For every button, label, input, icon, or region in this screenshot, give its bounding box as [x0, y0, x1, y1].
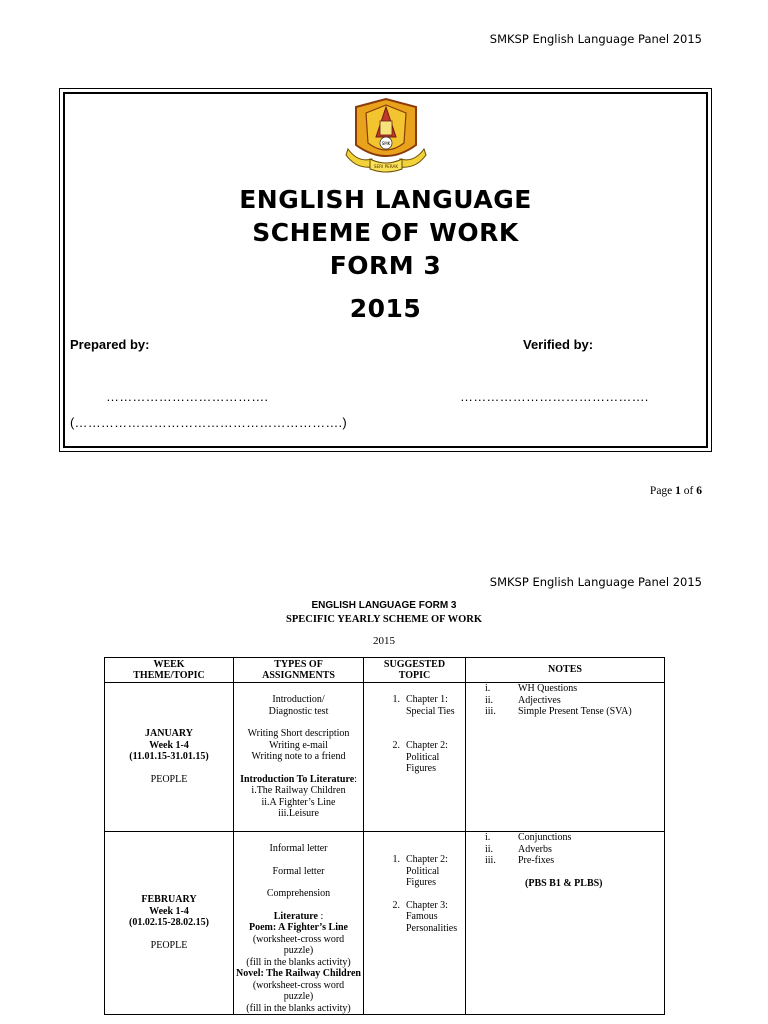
list-item — [364, 740, 465, 775]
poem-label: Poem — [249, 922, 273, 933]
page-number — [650, 485, 702, 497]
assignment-item: Writing e-mail — [269, 739, 328, 751]
week-range: Week 1-4 — [149, 905, 189, 917]
header-topic — [364, 658, 466, 683]
topic-text: Political — [406, 865, 440, 877]
novel-activity: (worksheet-cross word — [252, 979, 345, 991]
topic-list — [364, 854, 465, 889]
topic-number: 1. — [392, 694, 400, 705]
notes-cell — [466, 683, 665, 832]
week-dates: (01.02.15-28.02.15) — [129, 917, 209, 929]
literature-heading — [234, 911, 363, 923]
poem-title: : A Fighter’s Line — [272, 922, 348, 933]
cover-title-line-3: FORM 3 — [329, 251, 442, 280]
verified-by-label: Verified by: — [523, 337, 594, 352]
crest-ribbon-text: SERI PERAK — [373, 164, 399, 169]
notes-list — [466, 832, 664, 867]
page-number-total: 6 — [696, 485, 702, 497]
header-week-line-2: THEME/TOPIC — [133, 670, 205, 681]
literature-item: iii.Leisure — [278, 808, 319, 819]
assignment-item: Writing Short description — [247, 728, 350, 739]
prepared-by-label: Prepared by: — [70, 337, 150, 352]
literature-heading-colon: : — [354, 773, 357, 785]
note-text: Conjunctions — [518, 832, 572, 843]
header-types — [234, 658, 364, 683]
topic-list — [364, 694, 465, 717]
scheme-title: ENGLISH LANGUAGE FORM 3 — [311, 600, 457, 611]
assignment-item: Informal letter — [269, 843, 328, 854]
list-item — [364, 900, 465, 935]
literature-label: Literature — [273, 910, 318, 922]
note-numeral: iii. — [485, 855, 496, 866]
poem-line — [234, 922, 363, 934]
list-item — [364, 854, 465, 889]
assignment-item: Diagnostic test — [268, 705, 329, 717]
list-item — [364, 694, 465, 717]
list-item — [466, 832, 664, 844]
topic-number: 1. — [392, 854, 400, 865]
novel-activity: puzzle) — [283, 991, 314, 1002]
assignment-item: Introduction/ — [272, 694, 325, 705]
scheme-year: 2015 — [373, 635, 395, 647]
topic-number: 2. — [392, 899, 400, 911]
note-numeral: iii. — [485, 706, 496, 717]
topic-text: Political — [406, 751, 440, 763]
poem-activity: (worksheet-cross word — [252, 933, 345, 945]
notes-cell — [466, 832, 665, 1015]
topic-list — [364, 900, 465, 935]
page-number-current: 1 — [675, 485, 681, 497]
literature-item: i.The Railway Children — [251, 785, 346, 796]
list-item — [466, 855, 664, 867]
table-row — [105, 832, 665, 1015]
topic-text: Chapter 3: — [406, 899, 448, 911]
assignment-item: Formal letter — [272, 865, 325, 877]
header-week-line-1: WEEK — [153, 658, 185, 670]
literature-item: ii.A Fighter’s Line — [261, 796, 336, 808]
topic-text: Personalities — [406, 922, 458, 934]
note-numeral: ii. — [485, 694, 494, 706]
cover-title-line-1: ENGLISH LANGUAGE — [239, 185, 532, 214]
note-text: Adverbs — [518, 843, 552, 855]
week-month: FEBRUARY — [141, 894, 197, 906]
cover-title-line-2: SCHEME OF WORK — [252, 218, 519, 247]
note-numeral: i. — [485, 683, 491, 694]
topic-cell — [364, 832, 466, 1015]
crest-text-top: SMK — [381, 141, 391, 146]
scheme-subtitle: SPECIFIC YEARLY SCHEME OF WORK — [285, 614, 483, 625]
header-notes: NOTES — [466, 658, 665, 683]
literature-heading — [234, 774, 363, 786]
topic-cell — [364, 683, 466, 832]
header-types-line-1: TYPES OF — [274, 658, 323, 670]
topic-text: Chapter 1: — [406, 694, 448, 705]
week-theme: PEOPLE — [150, 940, 188, 952]
types-cell — [234, 683, 364, 832]
novel-line: Novel: The Railway Children — [236, 968, 361, 979]
pbs-note: (PBS B1 & PLBS) — [525, 877, 603, 889]
header-topic-line-1: SUGGESTED — [383, 658, 446, 670]
prepared-by-signature-line: ………………………………. — [106, 389, 269, 404]
page-number-of: of — [680, 485, 697, 497]
week-range: Week 1-4 — [149, 739, 189, 751]
note-text: Adjectives — [518, 694, 561, 706]
topic-text: Special Ties — [406, 705, 455, 717]
verified-by-signature-line: ……………………………………. — [460, 389, 649, 404]
header-topic-line-2: TOPIC — [398, 670, 431, 681]
note-text: WH Questions — [518, 683, 578, 694]
list-item — [466, 683, 664, 695]
week-cell — [105, 683, 234, 832]
list-item — [466, 695, 664, 707]
table-row — [105, 683, 665, 832]
note-text: Pre-fixes — [518, 855, 555, 866]
cover-box — [59, 88, 712, 452]
note-numeral: i. — [485, 832, 491, 843]
week-theme: PEOPLE — [150, 774, 188, 786]
novel-activity: (fill in the blanks activity) — [246, 1002, 351, 1014]
scheme-table — [104, 657, 665, 1015]
header-types-line-2: ASSIGNMENTS — [262, 670, 335, 681]
topic-number: 2. — [392, 740, 400, 751]
running-header-page-2: SMKSP English Language Panel 2015 — [489, 575, 702, 589]
week-dates: (11.01.15-31.01.15) — [129, 751, 209, 763]
list-item — [466, 844, 664, 856]
prepared-by-name-line: (…………………………………………………….) — [70, 415, 347, 430]
literature-colon: : — [317, 910, 324, 922]
topic-text: Chapter 2: — [406, 740, 448, 751]
topic-text: Chapter 2: — [406, 854, 448, 865]
school-crest-logo — [344, 97, 428, 177]
list-item — [466, 706, 664, 718]
poem-activity: puzzle) — [283, 945, 314, 956]
week-cell — [105, 832, 234, 1015]
topic-text: Figures — [406, 877, 436, 888]
cover-year: 2015 — [349, 294, 422, 323]
topic-text: Figures — [406, 763, 436, 774]
assignment-item: Writing note to a friend — [251, 751, 346, 762]
topic-list — [364, 740, 465, 775]
table-header-row — [105, 658, 665, 683]
page-number-prefix: Page — [649, 485, 676, 497]
note-text: Simple Present Tense (SVA) — [518, 706, 632, 717]
header-week — [105, 658, 234, 683]
types-cell — [234, 832, 364, 1015]
notes-list — [466, 683, 664, 718]
note-numeral: ii. — [485, 843, 494, 855]
assignment-item: Comprehension — [266, 888, 331, 899]
running-header: SMKSP English Language Panel 2015 — [489, 32, 702, 46]
week-month: JANUARY — [145, 728, 193, 740]
literature-heading-text: Introduction To Literature — [240, 773, 355, 785]
topic-text: Famous — [406, 911, 438, 922]
poem-activity: (fill in the blanks activity) — [246, 956, 351, 968]
